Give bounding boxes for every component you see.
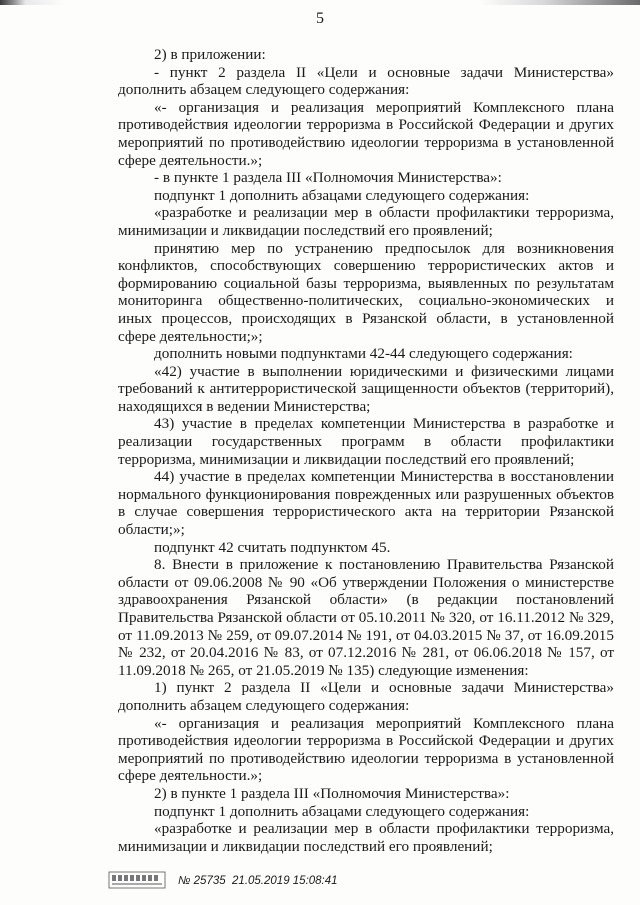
paragraph: подпункт 1 дополнить абзацами следующего содержания: <box>154 802 530 820</box>
scan-edge <box>0 0 640 5</box>
doc-number: № 25735 <box>178 875 226 887</box>
footer-registration <box>178 874 338 888</box>
footer <box>108 871 508 893</box>
paragraph: подпункт 1 дополнить абзацами следующего содержания: <box>154 186 530 204</box>
document-body <box>118 46 614 855</box>
paragraph: 8. Внести в приложение к постановлению Правительства Рязанской области от 09.06.2008 № 90 «Об утверждении Положения о министерстве здравоохранения Рязанской области» (в редакции постановлений Правительства Рязанской области от 05.10.2011 № 320, от 16.11.2012 № 329, от 11.09.2013 № 259, от 09.07.2014 № 191, от 04.03.2015 № 37, от 16.09.2015 № 232, от 20.04.2016 № 83, от 07.12.2016 № 281, от 06.06.2018 № 157, от 11.09.2018 № 265, от 21.05.2019 № 135) следующие изменения: <box>118 556 614 679</box>
paragraph: - в пункте 1 раздела III «Полномочия Министерства»: <box>154 169 502 187</box>
stamp-logo-icon <box>108 871 166 889</box>
paragraph: принятию мер по устранению предпосылок для возникновения конфликтов, способствующих совершению террористических актов и формированию социальной базы терроризма, выявленных по результатам мониторинга общественно-политических, социально-экономических и иных процессов, происходящих в Рязанской области, в установленной сфере деятельности;»; <box>118 239 614 345</box>
paragraph: «разработке и реализации мер в области профилактики терроризма, минимизации и ликвидации последствий его проявлений; <box>118 820 614 855</box>
paragraph: дополнить новыми подпунктами 42-44 следующего содержания: <box>154 345 573 363</box>
paragraph: «разработке и реализации мер в области профилактики терроризма, минимизации и ликвидации последствий его проявлений; <box>118 204 614 239</box>
page-number: 5 <box>316 10 324 27</box>
paragraph: 1) пункт 2 раздела II «Цели и основные задачи Министерства» дополнить абзацем следующего содержания: <box>118 679 614 714</box>
doc-timestamp: 21.05.2019 15:08:41 <box>232 875 338 887</box>
paragraph: 43) участие в пределах компетенции Министерства в разработке и реализации государственных программ в области профилактики терроризма, минимизации и ликвидации последствий его проявлений; <box>118 415 614 468</box>
paragraph: - пункт 2 раздела II «Цели и основные задачи Министерства» дополнить абзацем следующего содержания: <box>118 63 614 99</box>
paragraph: подпункт 42 считать подпунктом 45. <box>154 538 391 556</box>
paragraph: 2) в пункте 1 раздела III «Полномочия Министерства»: <box>154 784 510 802</box>
paragraph: «42) участие в выполнении юридическими и физическими лицами требований к антитеррористической защищенности объектов (территорий), находящихся в ведении Министерства; <box>118 362 614 415</box>
paragraph: «- организация и реализация мероприятий Комплексного плана противодействия идеологии терроризма в Российской Федерации и других мероприятий по противодействию идеологии терроризма в установленной сфере деятельности.»; <box>118 98 614 169</box>
paragraph: 2) в приложении: <box>154 46 266 63</box>
paragraph: 44) участие в пределах компетенции Министерства в восстановлении нормального функционирования поврежденных или разрушенных объектов в случае совершения террористического акта на территории Рязанской области;»; <box>118 468 614 539</box>
paragraph: «- организация и реализация мероприятий Комплексного плана противодействия идеологии терроризма в Российской Федерации и других мероприятий по противодействию идеологии терроризма в установленной сфере деятельности.»; <box>118 714 614 785</box>
